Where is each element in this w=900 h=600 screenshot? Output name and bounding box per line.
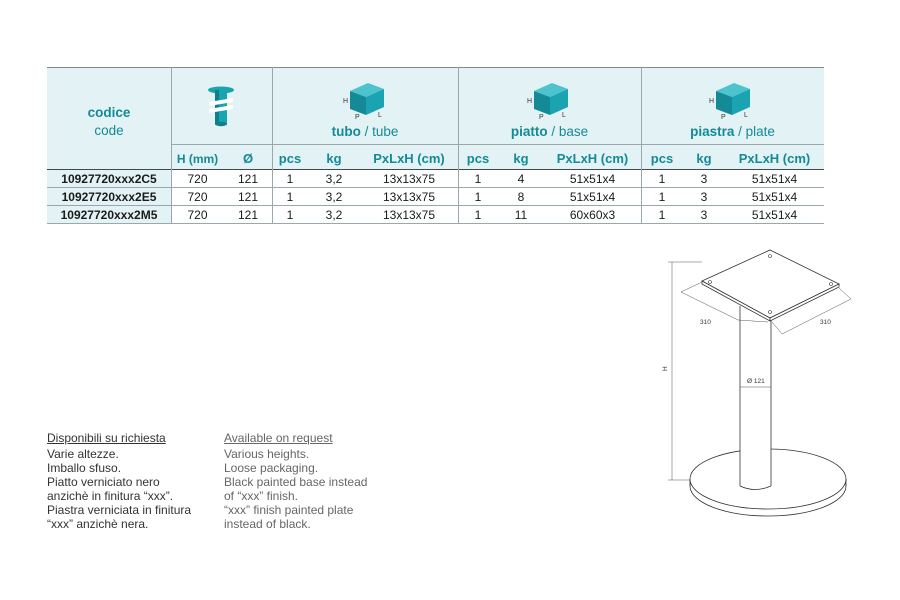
row-base-dim: 51x51x4 bbox=[569, 172, 616, 186]
group-base-it: piatto bbox=[510, 124, 548, 139]
group-title-base bbox=[458, 124, 641, 139]
icon-letter-p: P bbox=[355, 114, 360, 121]
row-diameter: 121 bbox=[237, 172, 259, 186]
table-row bbox=[47, 171, 824, 188]
group-base-en: base bbox=[558, 124, 589, 139]
row-plate-kg: 3 bbox=[700, 190, 708, 204]
icon-letter-h: H bbox=[343, 98, 349, 105]
note-line: Various heights. bbox=[224, 447, 310, 461]
notes-english bbox=[224, 431, 399, 531]
row-tube-pcs: 1 bbox=[286, 190, 294, 204]
header-base-dim: PxLxH (cm) bbox=[556, 151, 629, 166]
row-tube-dim: 13x13x75 bbox=[382, 208, 436, 222]
icon-letter-h: H bbox=[527, 98, 533, 105]
row-plate-dim: 51x51x4 bbox=[751, 172, 798, 186]
row-plate-dim: 51x51x4 bbox=[751, 190, 798, 204]
pipe-icon bbox=[204, 85, 240, 131]
note-line: of “xxx” finish. bbox=[224, 489, 299, 503]
note-line: Loose packaging. bbox=[224, 461, 319, 475]
row-tube-kg: 3,2 bbox=[325, 172, 343, 186]
row-base-pcs: 1 bbox=[474, 190, 482, 204]
note-line: instead of black. bbox=[224, 517, 311, 531]
group-plate-en: plate bbox=[745, 124, 775, 139]
icon-letter-h: H bbox=[709, 98, 715, 105]
table-top-border bbox=[47, 67, 824, 68]
header-height: H (mm) bbox=[176, 152, 219, 166]
icon-letter-p: P bbox=[721, 114, 726, 121]
header-tube-pcs: pcs bbox=[278, 151, 302, 166]
row-base-kg: 11 bbox=[514, 208, 528, 222]
note-line: Piastra verniciata in finitura bbox=[47, 503, 192, 517]
header-tube-dim: PxLxH (cm) bbox=[373, 151, 445, 166]
dim-width-right: 310 bbox=[820, 319, 831, 326]
group-tube-it: tubo bbox=[331, 124, 361, 139]
group-plate-it: piastra bbox=[690, 124, 735, 139]
code-label-it: codice bbox=[87, 105, 131, 120]
code-label bbox=[47, 104, 171, 140]
row-tube-dim: 13x13x75 bbox=[382, 190, 436, 204]
row-base-pcs: 1 bbox=[474, 172, 482, 186]
note-line: Piatto verniciato nero bbox=[47, 475, 160, 489]
row-base-kg: 4 bbox=[517, 172, 525, 186]
note-line: Varie altezze. bbox=[47, 447, 119, 461]
tube-box-icon bbox=[340, 77, 400, 121]
note-line: “xxx” anzichè nera. bbox=[47, 517, 149, 531]
header-subline bbox=[171, 144, 824, 145]
group-title-tube bbox=[272, 124, 458, 139]
row-diameter: 121 bbox=[237, 208, 259, 222]
note-line: anzichè in finitura “xxx”. bbox=[47, 489, 174, 503]
icon-letter-p: P bbox=[539, 114, 544, 121]
group-tube-sep: / bbox=[360, 124, 373, 139]
note-line: Imballo sfuso. bbox=[47, 461, 122, 475]
table-base-drawing bbox=[650, 240, 870, 540]
group-tube-en: tube bbox=[372, 124, 399, 139]
row-height: 720 bbox=[187, 208, 208, 222]
header-plate-kg: kg bbox=[696, 151, 712, 166]
header-tube-kg: kg bbox=[326, 151, 342, 166]
row-diameter: 121 bbox=[237, 190, 259, 204]
row-tube-kg: 3,2 bbox=[325, 208, 343, 222]
row-plate-pcs: 1 bbox=[658, 172, 666, 186]
icon-letter-l: L bbox=[744, 112, 748, 119]
row-plate-kg: 3 bbox=[700, 208, 708, 222]
group-plate-sep: / bbox=[734, 124, 746, 139]
row-tube-kg: 3,2 bbox=[325, 190, 343, 204]
header-base-pcs: pcs bbox=[466, 151, 490, 166]
row-height: 720 bbox=[187, 172, 208, 186]
note-line: “xxx” finish painted plate bbox=[224, 503, 354, 517]
note-line: Black painted base instead bbox=[224, 475, 368, 489]
row-plate-pcs: 1 bbox=[658, 190, 666, 204]
row-code: 10927720xxx2M5 bbox=[60, 208, 158, 222]
header-base-kg: kg bbox=[513, 151, 529, 166]
dim-height: H bbox=[662, 366, 669, 371]
group-title-plate bbox=[641, 124, 824, 139]
group-base-sep: / bbox=[547, 124, 559, 139]
row-code: 10927720xxx2E5 bbox=[61, 190, 157, 204]
header-diameter: Ø bbox=[242, 151, 254, 166]
row-base-pcs: 1 bbox=[474, 208, 482, 222]
notes-it-title: Disponibili su richiesta bbox=[47, 431, 166, 445]
notes-en-title: Available on request bbox=[224, 431, 333, 445]
row-plate-kg: 3 bbox=[700, 172, 708, 186]
row-base-kg: 8 bbox=[517, 190, 525, 204]
row-base-dim: 51x51x4 bbox=[569, 190, 616, 204]
notes-italian bbox=[47, 431, 222, 531]
plate-box-icon bbox=[706, 77, 766, 121]
row-plate-pcs: 1 bbox=[658, 208, 666, 222]
icon-letter-l: L bbox=[562, 112, 566, 119]
header-bottom-border bbox=[47, 169, 824, 170]
table-row bbox=[47, 207, 824, 224]
dim-diameter: Ø 121 bbox=[747, 378, 765, 385]
row-base-dim: 60x60x3 bbox=[569, 208, 616, 222]
row-tube-pcs: 1 bbox=[286, 208, 294, 222]
base-box-icon bbox=[524, 77, 584, 121]
row-code: 10927720xxx2C5 bbox=[61, 172, 157, 186]
table-row bbox=[47, 189, 824, 206]
dim-width-left: 310 bbox=[700, 319, 711, 326]
row-tube-pcs: 1 bbox=[286, 172, 294, 186]
row-tube-dim: 13x13x75 bbox=[382, 172, 436, 186]
row-height: 720 bbox=[187, 190, 208, 204]
row-plate-dim: 51x51x4 bbox=[751, 208, 798, 222]
header-plate-pcs: pcs bbox=[650, 151, 674, 166]
code-label-en: code bbox=[94, 123, 124, 138]
icon-letter-l: L bbox=[378, 112, 382, 119]
header-plate-dim: PxLxH (cm) bbox=[738, 151, 811, 166]
product-table bbox=[47, 67, 824, 224]
